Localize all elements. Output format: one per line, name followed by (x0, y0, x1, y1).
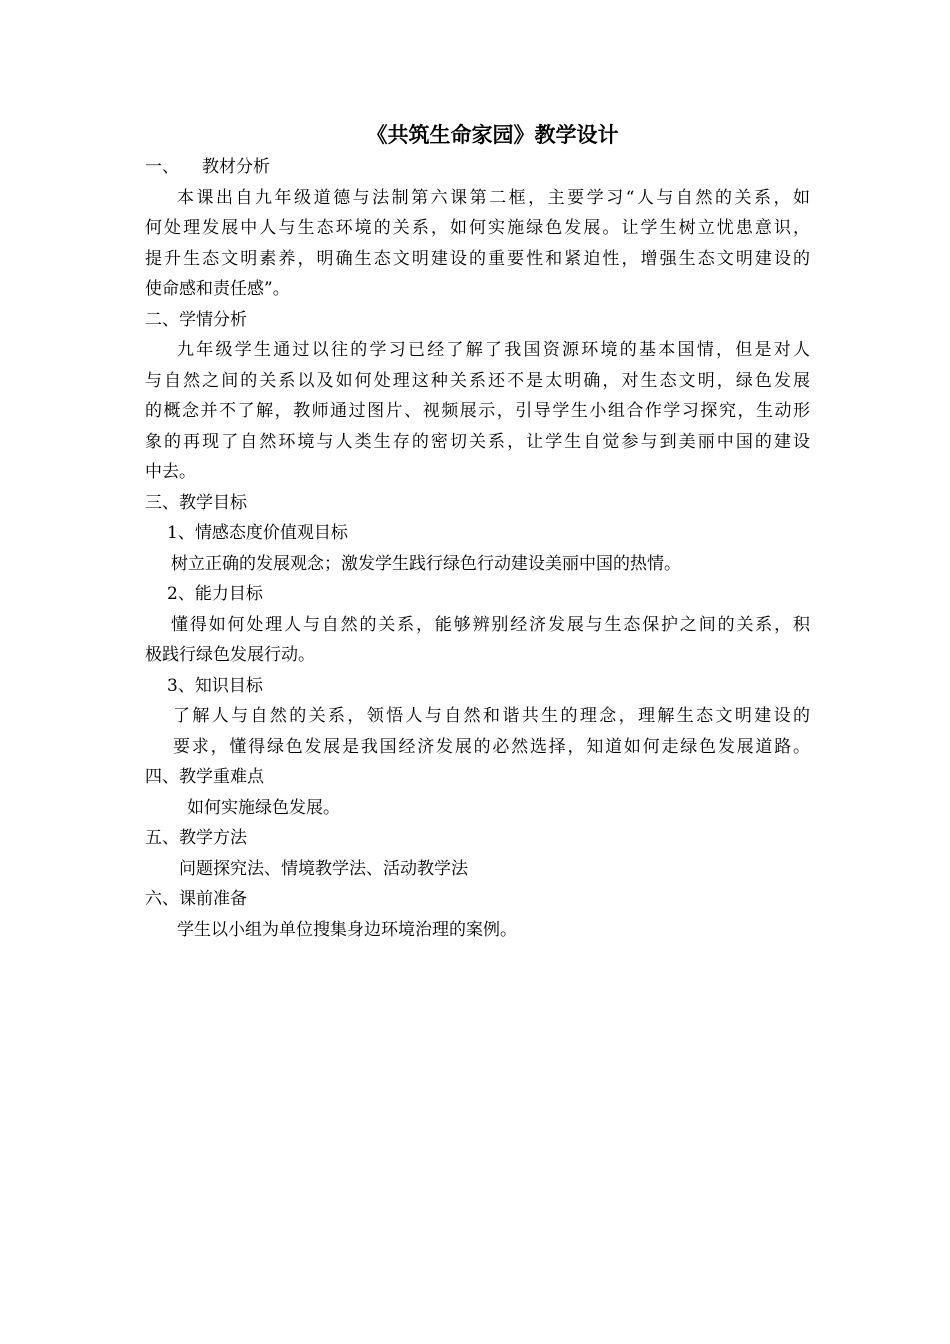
paragraph-line: 如何实施绿色发展。 (187, 797, 340, 818)
paragraph-line: 与自然之间的关系以及如何处理这种关系还不是太明确，对生态文明，绿色发展 (145, 370, 810, 391)
paragraph-line: 本课出自九年级道德与法制第六课第二框，主要学习“人与自然的关系，如 (177, 187, 810, 208)
section-number: 一、 (145, 157, 179, 177)
paragraph-line: 中去。 (145, 462, 196, 482)
paragraph-line: 树立正确的发展观念；激发学生践行绿色行动建设美丽中国的热情。 (171, 553, 681, 574)
document-page (145, 118, 810, 945)
paragraph-line: 九年级学生通过以往的学习已经了解了我国资源环境的基本国情，但是对人 (177, 340, 810, 360)
paragraph-line: 的概念并不了解，教师通过图片、视频展示，引导学生小组合作学习探究，生动形 (145, 401, 810, 421)
paragraph-line: 懂得如何处理人与自然的关系，能够辨别经济发展与生态保护之间的关系，积 (171, 614, 810, 635)
section-heading-5: 五、教学方法 (145, 828, 247, 848)
paragraph-line: 学生以小组为单位搜集身边环境治理的案例。 (177, 919, 517, 940)
subsection-heading-3: 3、知识目标 (167, 675, 263, 696)
section-heading-2: 二、学情分析 (145, 309, 247, 330)
section-heading-3: 三、教学目标 (145, 492, 247, 513)
section-heading-text: 教材分析 (202, 157, 270, 177)
section-heading-1 (145, 152, 810, 183)
paragraph-line: 要求，懂得绿色发展是我国经济发展的必然选择，知道如何走绿色发展道路。 (173, 736, 810, 757)
paragraph-line: 了解人与自然的关系，领悟人与自然和谐共生的理念，理解生态文明建设的 (173, 706, 810, 726)
section-heading-6: 六、课前准备 (145, 889, 247, 909)
subsection-heading-1: 1、情感态度价值观目标 (167, 523, 348, 543)
paragraph-line: 提升生态文明素养，明确生态文明建设的重要性和紧迫性，增强生态文明建设的 (145, 248, 810, 269)
subsection-heading-2: 2、能力目标 (167, 584, 263, 604)
paragraph-line: 何处理发展中人与生态环境的关系，如何实施绿色发展。让学生树立忧患意识， (145, 218, 810, 238)
paragraph-line: 问题探究法、情境教学法、活动教学法 (179, 858, 468, 879)
section-heading-4: 四、教学重难点 (145, 767, 264, 787)
paragraph-line: 象的再现了自然环境与人类生存的密切关系，让学生自觉参与到美丽中国的建设 (145, 431, 810, 452)
paragraph-line: 极践行绿色发展行动。 (145, 645, 315, 665)
paragraph-line: 使命感和责任感”。 (145, 279, 290, 299)
document-title: 《共筑生命家园》教学设计 (366, 122, 619, 147)
